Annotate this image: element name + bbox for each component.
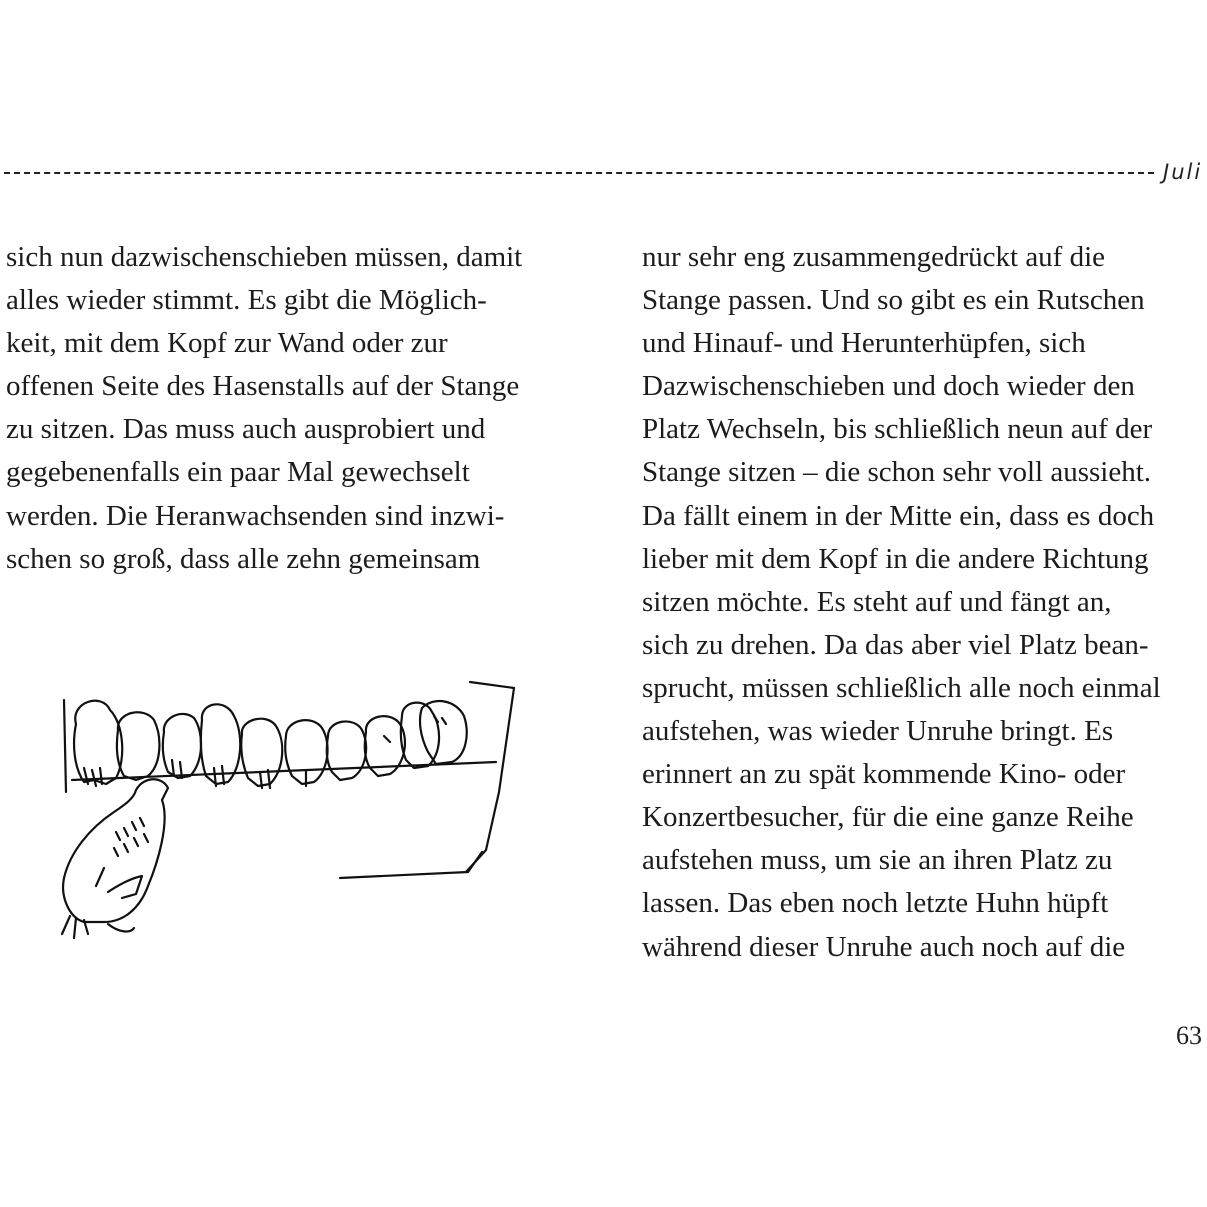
chicken-1 — [74, 701, 122, 784]
text-line: alles wieder stimmt. Es gibt die Möglich- — [6, 284, 487, 317]
floor-chicken-wing — [96, 868, 142, 898]
chicken-7 — [327, 721, 366, 780]
text-line: sitzen möchte. Es steht auf und fängt an, — [642, 585, 1112, 618]
left-text-column — [6, 236, 576, 581]
chicken-10 — [420, 701, 467, 764]
text-line: Stange passen. Und so gibt es ein Rutschen — [642, 284, 1145, 317]
text-line: offenen Seite des Hasenstalls auf der Stange — [6, 370, 520, 403]
floor-chicken-feathers — [114, 818, 148, 856]
text-line: Konzertbesucher, für die eine ganze Reihe — [642, 801, 1134, 834]
chickens-on-perch-illustration — [44, 672, 524, 962]
chicken-3 — [163, 714, 201, 778]
floor-chicken-feet — [62, 916, 134, 938]
text-line: sprucht, müssen schließlich alle noch einmal — [642, 671, 1161, 704]
text-line: gegebenenfalls ein paar Mal gewechselt — [6, 456, 470, 489]
text-line: während dieser Unruhe auch noch auf die — [642, 930, 1126, 963]
section-title: Juli — [1163, 160, 1203, 184]
text-line: schen so groß, dass alle zehn gemeinsam — [6, 542, 481, 575]
text-line: lassen. Das eben noch letzte Huhn hüpft — [642, 887, 1109, 920]
wall-line — [64, 700, 66, 792]
header-dashed-rule — [4, 172, 1154, 174]
frame-bottom — [340, 872, 468, 878]
right-text-column — [642, 236, 1202, 969]
page-number: 63 — [1176, 1021, 1202, 1050]
chicken-4 — [201, 704, 240, 784]
text-line: erinnert an zu spät kommende Kino- oder — [642, 758, 1126, 791]
text-line: werden. Die Heranwachsenden sind inzwi- — [6, 499, 505, 532]
text-line: Dazwischenschieben und doch wieder den — [642, 370, 1135, 403]
chicken-5 — [241, 719, 282, 786]
frame-right — [466, 688, 514, 872]
perch-line — [72, 762, 496, 780]
text-line: zu sitzen. Das muss auch ausprobiert und — [6, 413, 486, 446]
frame-inner — [468, 852, 482, 872]
text-line: aufstehen muss, um sie an ihren Platz zu — [642, 844, 1113, 877]
text-line: Stange sitzen – die schon sehr voll aussieht. — [642, 456, 1152, 489]
frame-top — [470, 682, 514, 688]
text-line: Da fällt einem in der Mitte ein, dass es doch — [642, 499, 1155, 532]
text-line: und Hinauf- und Herunterhüpfen, sich — [642, 327, 1086, 360]
text-line: Platz Wechseln, bis schließlich neun auf der — [642, 413, 1153, 446]
text-line: sich zu drehen. Da das aber viel Platz bean- — [642, 628, 1149, 661]
text-line: sich nun dazwischenschieben müssen, damit — [6, 241, 523, 273]
text-line: aufstehen, was wieder Unruhe bringt. Es — [642, 715, 1114, 748]
text-line: lieber mit dem Kopf in die andere Richtung — [642, 542, 1149, 575]
text-line: nur sehr eng zusammengedrückt auf die — [642, 241, 1106, 273]
text-line: keit, mit dem Kopf zur Wand oder zur — [6, 327, 448, 360]
